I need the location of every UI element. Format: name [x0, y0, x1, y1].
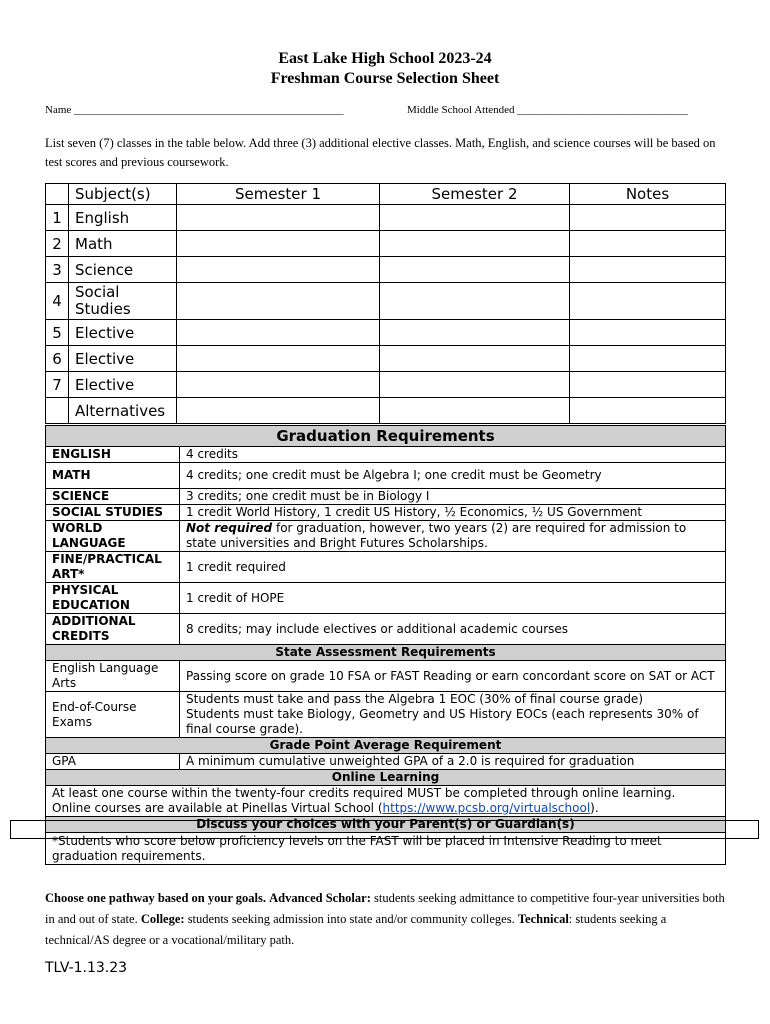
row-number	[46, 398, 69, 424]
table-row	[46, 283, 726, 320]
table-row	[46, 205, 726, 231]
requirement-label: WORLD LANGUAGE	[46, 521, 180, 552]
requirement-value: 4 credits; one credit must be Algebra I; one credit must be Geometry	[180, 463, 726, 489]
table-row	[46, 372, 726, 398]
semester2-cell[interactable]	[380, 346, 570, 372]
requirement-value: 8 credits; may include electives or additional academic courses	[180, 614, 726, 645]
row-number: 5	[46, 320, 69, 346]
table-row	[46, 320, 726, 346]
table-row	[46, 521, 726, 552]
not-required-emphasis: Not required	[186, 521, 273, 535]
subject-cell: Elective	[69, 320, 177, 346]
notes-cell[interactable]	[570, 398, 726, 424]
semester2-cell[interactable]	[380, 283, 570, 320]
requirement-value: 3 credits; one credit must be in Biology I	[180, 489, 726, 505]
notes-header: Notes	[570, 184, 726, 205]
row-number: 4	[46, 283, 69, 320]
semester1-header: Semester 1	[177, 184, 380, 205]
notes-cell[interactable]	[570, 320, 726, 346]
gpa-label: GPA	[46, 754, 180, 770]
notes-cell[interactable]	[570, 346, 726, 372]
discuss-heading: Discuss your choices with your Parent(s) or Guardian(s)	[46, 817, 726, 833]
num-header	[46, 184, 69, 205]
semester2-cell[interactable]	[380, 257, 570, 283]
table-row	[46, 614, 726, 645]
requirement-label: ADDITIONAL CREDITS	[46, 614, 180, 645]
graduation-requirements-heading: Graduation Requirements	[46, 426, 726, 447]
semester1-cell[interactable]	[177, 320, 380, 346]
eoc-line-2: Students must take Biology, Geometry and US History EOCs (each represents 30% of final course grade).	[186, 707, 699, 736]
table-row	[46, 583, 726, 614]
online-line-2-suffix: ).	[590, 801, 599, 815]
document-code: TLV-1.13.23	[45, 960, 128, 976]
semester1-cell[interactable]	[177, 205, 380, 231]
subject-cell: English	[69, 205, 177, 231]
notes-cell[interactable]	[570, 205, 726, 231]
table-row	[46, 552, 726, 583]
subject-cell: Elective	[69, 346, 177, 372]
online-line-2	[52, 801, 719, 816]
pathway-lead: Choose one pathway based on your goals.	[45, 891, 266, 905]
middle-school-field[interactable]: Middle School Attended _______________________________	[407, 104, 688, 116]
row-number: 6	[46, 346, 69, 372]
notes-cell[interactable]	[570, 257, 726, 283]
online-learning-text	[46, 786, 726, 817]
online-learning-heading: Online Learning	[46, 770, 726, 786]
course-selection-table	[45, 183, 726, 424]
semester2-header: Semester 2	[380, 184, 570, 205]
college-label: College:	[140, 912, 185, 926]
online-header-row	[46, 770, 726, 786]
table-row	[46, 505, 726, 521]
assessment-value: Passing score on grade 10 FSA or FAST Reading or earn concordant score on SAT or ACT	[180, 661, 726, 692]
requirements-table	[45, 425, 726, 865]
table-row	[46, 489, 726, 505]
requirement-value: 1 credit of HOPE	[180, 583, 726, 614]
semester1-cell[interactable]	[177, 346, 380, 372]
graduation-header-row	[46, 426, 726, 447]
row-number: 7	[46, 372, 69, 398]
semester1-cell[interactable]	[177, 372, 380, 398]
semester2-cell[interactable]	[380, 320, 570, 346]
requirement-label: MATH	[46, 463, 180, 489]
subjects-header: Subject(s)	[69, 184, 177, 205]
requirement-label: SCIENCE	[46, 489, 180, 505]
semester2-cell[interactable]	[380, 398, 570, 424]
table-row	[46, 346, 726, 372]
state-assessment-header-row	[46, 645, 726, 661]
online-line-1: At least one course within the twenty-four credits required MUST be completed through online learning.	[52, 786, 676, 800]
subject-cell: Social Studies	[69, 283, 177, 320]
discuss-outline-box	[10, 820, 759, 839]
technical-text: : students seeking a technical/AS degree or a vocational/military path.	[45, 912, 667, 947]
notes-cell[interactable]	[570, 283, 726, 320]
table-row	[46, 231, 726, 257]
requirement-value	[180, 521, 726, 552]
name-field[interactable]: Name _________________________________________________	[45, 104, 344, 116]
row-number: 3	[46, 257, 69, 283]
gpa-value: A minimum cumulative unweighted GPA of a 2.0 is required for graduation	[180, 754, 726, 770]
requirement-value: 1 credit required	[180, 552, 726, 583]
course-table-header	[46, 184, 726, 205]
technical-label: Technical	[517, 912, 569, 926]
table-row	[46, 398, 726, 424]
notes-cell[interactable]	[570, 231, 726, 257]
subject-cell: Elective	[69, 372, 177, 398]
virtual-school-link[interactable]: https://www.pcsb.org/virtualschool	[382, 801, 591, 815]
semester1-cell[interactable]	[177, 398, 380, 424]
subject-cell: Math	[69, 231, 177, 257]
subject-cell: Science	[69, 257, 177, 283]
table-row	[46, 447, 726, 463]
semester1-cell[interactable]	[177, 283, 380, 320]
semester2-cell[interactable]	[380, 205, 570, 231]
row-number: 2	[46, 231, 69, 257]
eoc-line-1: Students must take and pass the Algebra 1 EOC (30% of final course grade)	[186, 692, 643, 706]
assessment-label: End-of-Course Exams	[46, 692, 180, 738]
table-row	[46, 463, 726, 489]
table-row	[46, 257, 726, 283]
semester1-cell[interactable]	[177, 231, 380, 257]
advanced-scholar-label: Advanced Scholar:	[269, 891, 371, 905]
semester2-cell[interactable]	[380, 231, 570, 257]
assessment-value	[180, 692, 726, 738]
subject-cell: Alternatives	[69, 398, 177, 424]
notes-cell[interactable]	[570, 372, 726, 398]
semester1-cell[interactable]	[177, 257, 380, 283]
requirement-value: 4 credits	[180, 447, 726, 463]
requirement-label: SOCIAL STUDIES	[46, 505, 180, 521]
gpa-header-row	[46, 738, 726, 754]
document-subtitle: Freshman Course Selection Sheet	[270, 70, 500, 87]
college-text: students seeking admission into state and/or community colleges.	[184, 912, 515, 926]
table-row	[46, 661, 726, 692]
name-row	[45, 104, 725, 116]
online-line-2-prefix: Online courses are available at Pinellas Virtual School (	[52, 801, 383, 815]
document-title: East Lake High School 2023-24	[278, 50, 492, 67]
table-row	[46, 786, 726, 817]
semester2-cell[interactable]	[380, 372, 570, 398]
gpa-heading: Grade Point Average Requirement	[46, 738, 726, 754]
table-row	[46, 754, 726, 770]
intensive-reading-note: *Students who score below proficiency levels on the FAST will be placed in Intensive Reading to meet graduation requirements.	[46, 833, 726, 865]
advanced-scholar-text: students seeking admittance to competitive four-year universities both in and out of state.	[45, 891, 725, 926]
requirement-label: ENGLISH	[46, 447, 180, 463]
assessment-label: English Language Arts	[46, 661, 180, 692]
instructions: List seven (7) classes in the table below. Add three (3) additional elective classes. Math, English, and science courses will be based on test scores and previous coursework.	[45, 136, 716, 169]
requirement-value: 1 credit World History, 1 credit US History, ½ Economics, ½ US Government	[180, 505, 726, 521]
requirement-label: FINE/PRACTICAL ART*	[46, 552, 180, 583]
requirement-value-text: for graduation, however, two years (2) are required for admission to state universities and Bright Futures Scholarships.	[186, 521, 687, 550]
requirement-label: PHYSICAL EDUCATION	[46, 583, 180, 614]
table-row	[46, 692, 726, 738]
row-number: 1	[46, 205, 69, 231]
state-assessment-heading: State Assessment Requirements	[46, 645, 726, 661]
pathway-paragraph	[45, 888, 725, 951]
